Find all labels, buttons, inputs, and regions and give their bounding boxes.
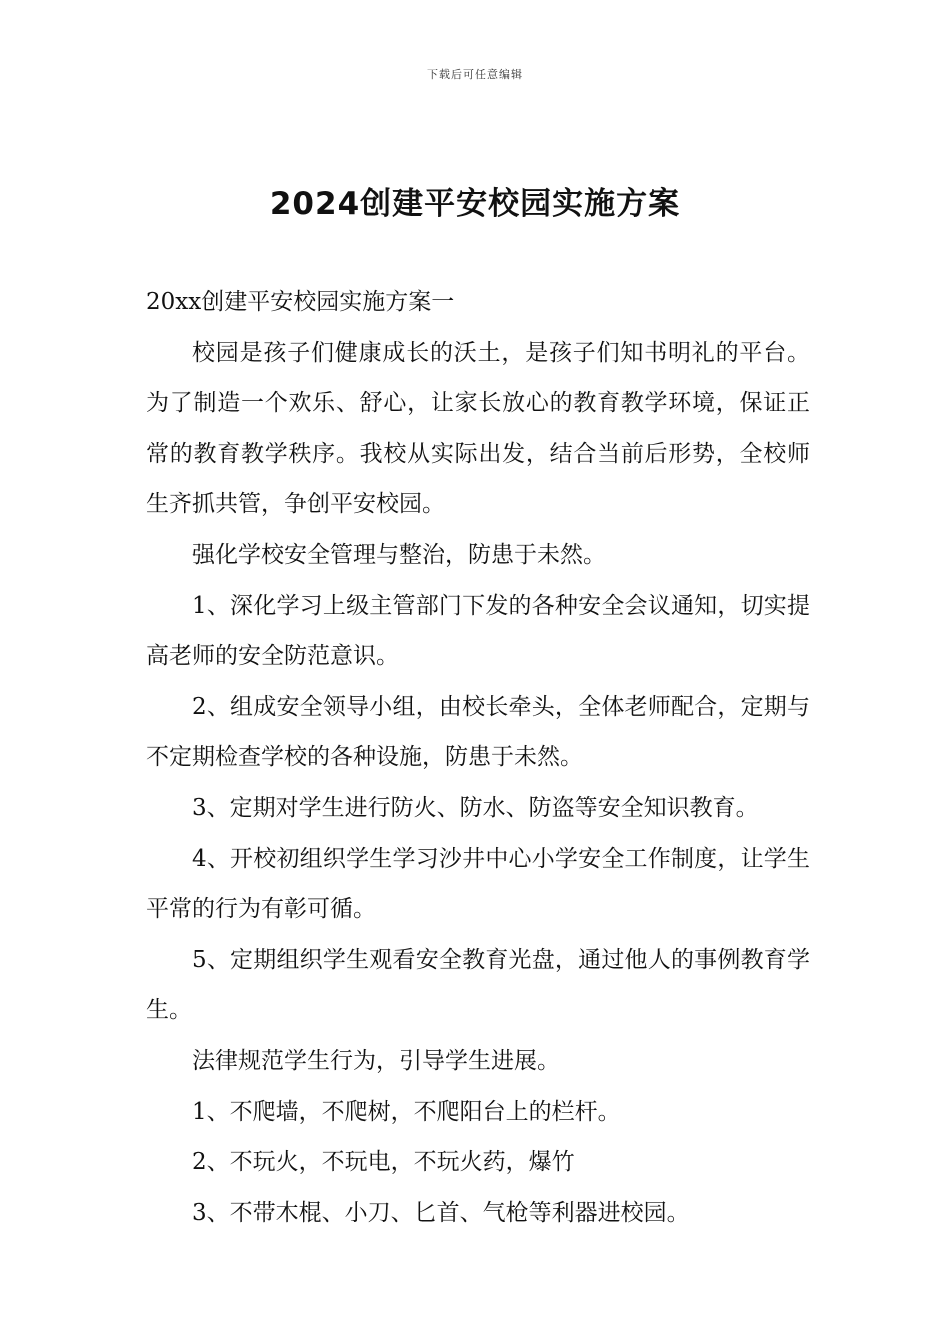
paragraph: 校园是孩子们健康成长的沃土，是孩子们知书明礼的平台。为了制造一个欢乐、舒心，让家长放心的教育教学环境，保证正常的教育教学秩序。我校从实际出发，结合当前后形势，全校师生齐抓共管，争创平安校园。 <box>146 339 810 518</box>
paragraph: 4、开校初组织学生学习沙井中心小学安全工作制度，让学生平常的行为有彰可循。 <box>146 845 810 923</box>
header-note: 下载后可任意编辑 <box>427 68 523 81</box>
paragraph: 3、不带木棍、小刀、匕首、气枪等利器进校园。 <box>192 1199 690 1226</box>
paragraph: 强化学校安全管理与整治，防患于未然。 <box>192 541 606 568</box>
paragraph: 1、深化学习上级主管部门下发的各种安全会议通知，切实提高老师的安全防范意识。 <box>146 592 810 670</box>
paragraph: 法律规范学生行为，引导学生进展。 <box>192 1047 560 1074</box>
document-title: 2024创建平安校园实施方案 <box>269 186 681 222</box>
paragraph: 2、不玩火，不玩电，不玩火药，爆竹 <box>192 1149 575 1176</box>
paragraph-heading: 20xx创建平安校园实施方案一 <box>146 289 455 315</box>
paragraph: 3、定期对学生进行防火、防水、防盗等安全知识教育。 <box>192 794 759 821</box>
paragraph: 5、定期组织学生观看安全教育光盘，通过他人的事例教育学生。 <box>146 946 810 1024</box>
paragraph: 1、不爬墙，不爬树，不爬阳台上的栏杆。 <box>192 1098 621 1125</box>
document-body <box>146 277 810 1238</box>
paragraph: 2、组成安全领导小组，由校长牵头，全体老师配合，定期与不定期检查学校的各种设施，防患于未然。 <box>146 693 810 771</box>
